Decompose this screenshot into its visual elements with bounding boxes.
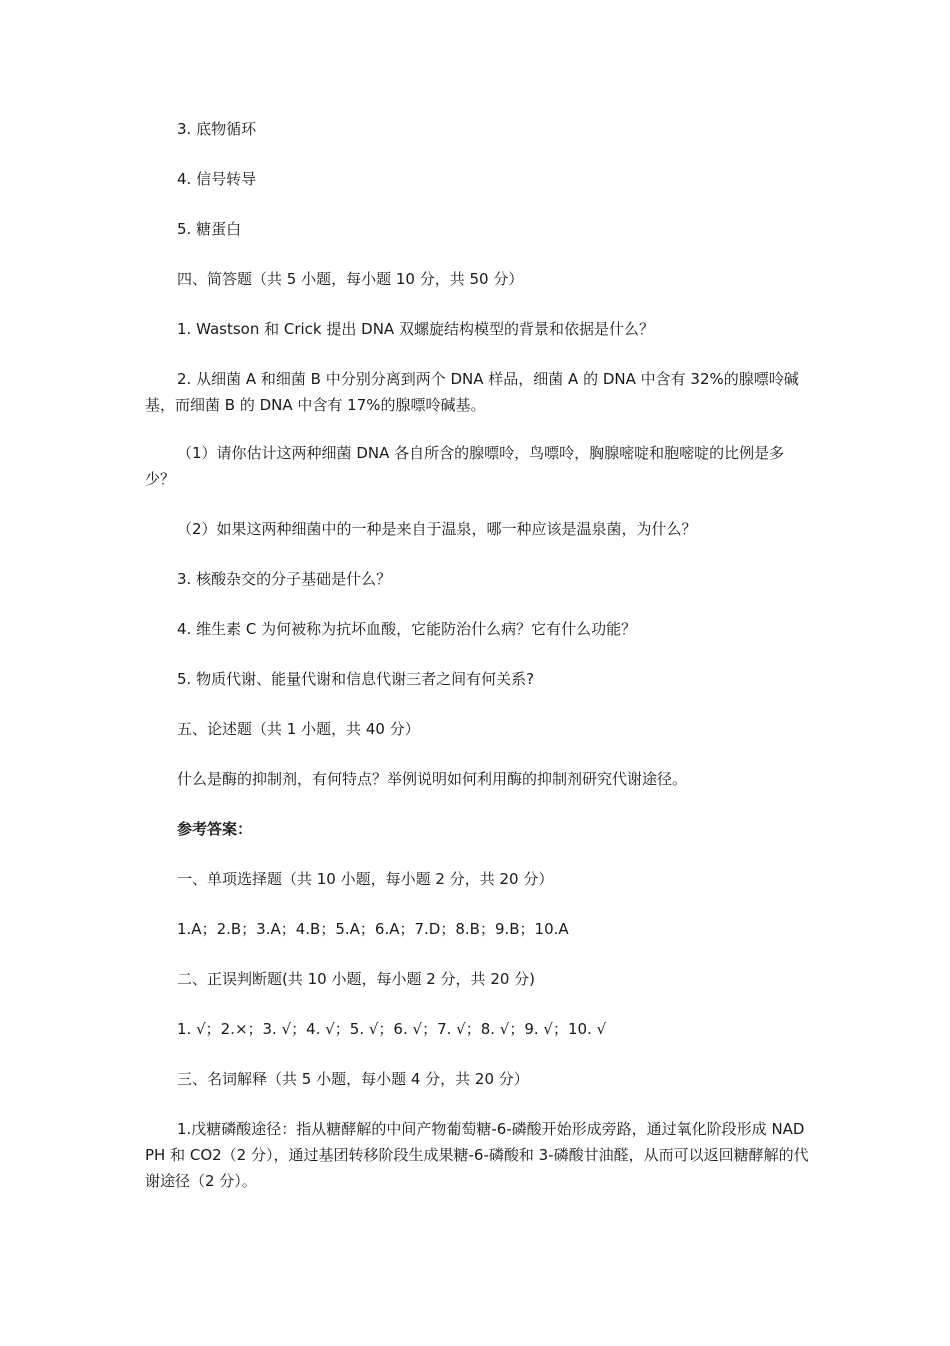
item-signal-transduction: 4. 信号转导 <box>177 170 257 188</box>
question-5: 5. 物质代谢、能量代谢和信息代谢三者之间有何关系? <box>177 670 535 688</box>
question-1: 1. Wastson 和 Crick 提出 DNA 双螺旋结构模型的背景和依据是什么？ <box>177 320 654 338</box>
section-heading-true-false: 二、正误判断题(共 10 小题，每小题 2 分，共 20 分) <box>177 970 536 988</box>
essay-question: 什么是酶的抑制剂，有何特点？举例说明如何利用酶的抑制剂研究代谢途径。 <box>177 770 688 788</box>
question-4: 4. 维生素 C 为何被称为抗坏血酸，它能防治什么病？它有什么功能？ <box>177 620 637 638</box>
question-2-part-2: （2）如果这两种细菌中的一种是来自于温泉，哪一种应该是温泉菌，为什么？ <box>177 520 697 538</box>
section-heading-short-answer: 四、简答题（共 5 小题，每小题 10 分，共 50 分） <box>177 270 524 288</box>
item-substrate-cycle: 3. 底物循环 <box>177 120 257 138</box>
question-3: 3. 核酸杂交的分子基础是什么？ <box>177 570 392 588</box>
item-glycoprotein: 5. 糖蛋白 <box>177 220 242 238</box>
section-heading-definitions: 三、名词解释（共 5 小题，每小题 4 分，共 20 分） <box>177 1070 529 1088</box>
question-2: 2. 从细菌 A 和细菌 B 中分别分离到两个 DNA 样品，细菌 A 的 DNA 中含有 32%的腺嘌呤碱基，而细菌 B 的 DNA 中含有 17%的腺嘌呤碱基。 <box>145 370 799 414</box>
answers-multiple-choice: 1.A；2.B；3.A；4.B；5.A；6.A；7.D；8.B；9.B；10.A <box>177 920 569 938</box>
section-heading-multiple-choice: 一、单项选择题（共 10 小题，每小题 2 分，共 20 分） <box>177 870 554 888</box>
answers-true-false: 1. √；2.×；3. √；4. √；5. √；6. √；7. √；8. √；9. √；10. √ <box>177 1020 607 1038</box>
definition-1: 1.戊糖磷酸途径：指从糖酵解的中间产物葡萄糖-6-磷酸开始形成旁路，通过氧化阶段形成 NADPH 和 CO2（2 分），通过基团转移阶段生成果糖-6-磷酸和 3-磷酸甘油醛，从而可以返回糖酵解的代谢途径（2 分）。 <box>145 1120 809 1190</box>
question-2-part-1: （1）请你估计这两种细菌 DNA 各自所含的腺嘌呤，鸟嘌呤，胸腺嘧啶和胞嘧啶的比例是多少？ <box>145 444 785 488</box>
answers-heading: 参考答案： <box>177 820 253 838</box>
section-heading-essay: 五、论述题（共 1 小题，共 40 分） <box>177 720 420 738</box>
